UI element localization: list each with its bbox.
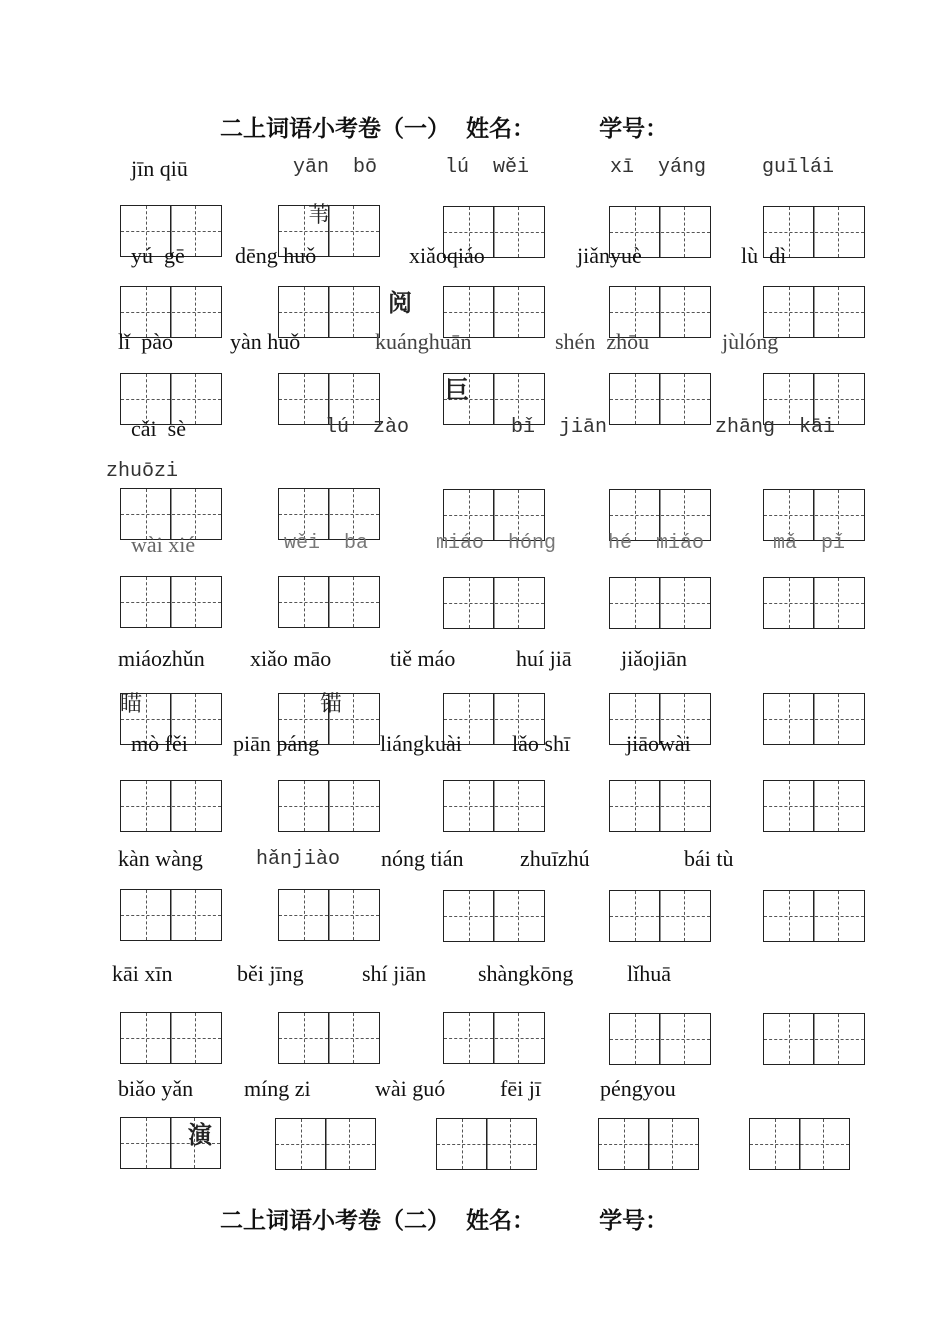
handwritten-char: 演 [188, 1121, 212, 1149]
pinyin-label: zhuōzi [106, 460, 179, 483]
handwritten-char: 苇 [308, 203, 331, 228]
pinyin-label: bái tù [684, 846, 734, 871]
pinyin-label: lǐ pào [118, 329, 173, 354]
page-title-2: 二上词语小考卷（二） 姓名： 学号： [220, 1208, 669, 1234]
pinyin-label: xiǎo māo [250, 646, 332, 671]
writing-box[interactable] [763, 577, 865, 629]
writing-box[interactable] [763, 1013, 865, 1065]
pinyin-label: jùlóng [722, 329, 779, 354]
pinyin-label: huí jiā [516, 646, 572, 671]
pinyin-label: yàn huǒ [230, 329, 301, 354]
handwritten-char: 瞄 [120, 692, 143, 717]
writing-box[interactable] [609, 373, 711, 425]
writing-box[interactable] [120, 576, 222, 628]
pinyin-label: mǎ pǐ [773, 532, 846, 555]
writing-box[interactable] [763, 780, 865, 832]
writing-box[interactable] [278, 780, 380, 832]
writing-box[interactable] [275, 1118, 376, 1170]
writing-box[interactable] [609, 1013, 711, 1065]
pinyin-label: kāi xīn [112, 961, 173, 986]
pinyin-label: zhāng kāi [715, 416, 836, 439]
pinyin-label: jiǎojiān [621, 646, 687, 671]
pinyin-label: dēng huǒ [235, 243, 317, 268]
writing-box[interactable] [443, 577, 545, 629]
pinyin-label: yān bō [293, 156, 378, 179]
pinyin-label: mò fěi [131, 731, 188, 756]
pinyin-label: wài xié [131, 532, 196, 557]
pinyin-label: wěi ba [284, 532, 369, 555]
writing-box[interactable] [443, 890, 545, 942]
pinyin-label: miáozhǔn [118, 646, 205, 671]
pinyin-label: tiě máo [390, 646, 456, 671]
pinyin-label: nóng tián [381, 846, 464, 871]
writing-box[interactable] [120, 889, 222, 941]
pinyin-label: xī yáng [610, 156, 707, 179]
writing-box[interactable] [278, 889, 380, 941]
pinyin-label: yú gē [131, 243, 185, 268]
writing-box[interactable] [120, 1012, 222, 1064]
pinyin-label: lù dì [741, 243, 787, 268]
writing-box[interactable] [609, 780, 711, 832]
pinyin-label: kàn wàng [118, 846, 203, 871]
pinyin-label: biǎo yǎn [118, 1076, 194, 1101]
writing-box[interactable] [763, 890, 865, 942]
writing-box[interactable] [598, 1118, 699, 1170]
handwritten-char: 锚 [320, 692, 343, 717]
writing-box[interactable] [443, 780, 545, 832]
pinyin-label: shén zhōu [555, 329, 650, 354]
pinyin-label: liángkuài [380, 731, 462, 756]
handwritten-char: 巨 [445, 376, 469, 404]
handwritten-char: 阅 [388, 289, 412, 317]
pinyin-label: lǎo shī [512, 731, 571, 756]
writing-box[interactable] [609, 890, 711, 942]
pinyin-label: xiǎoqiáo [409, 243, 485, 268]
writing-box[interactable] [278, 576, 380, 628]
pinyin-label: lú wěi [445, 156, 530, 179]
pinyin-label: fēi jī [500, 1076, 541, 1101]
pinyin-label: bǐ jiān [511, 416, 608, 439]
pinyin-label: lú zào [325, 416, 410, 439]
pinyin-label: hé miáo [608, 532, 705, 555]
writing-box[interactable] [278, 1012, 380, 1064]
pinyin-label: běi jīng [237, 961, 304, 986]
pinyin-label: jīn qiū [131, 156, 188, 181]
pinyin-label: lǐhuā [627, 961, 671, 986]
pinyin-label: miáo hóng [436, 532, 557, 555]
pinyin-label: shí jiān [362, 961, 427, 986]
pinyin-label: míng zi [244, 1076, 311, 1101]
pinyin-label: jiǎnyuè [577, 243, 642, 268]
page-title-1: 二上词语小考卷（一） 姓名： 学号： [220, 116, 669, 142]
pinyin-label: hǎnjiào [256, 848, 341, 871]
writing-box[interactable] [749, 1118, 850, 1170]
pinyin-label: jiāowài [626, 731, 691, 756]
writing-box[interactable] [609, 577, 711, 629]
pinyin-label: piān páng [233, 731, 320, 756]
pinyin-label: wài guó [375, 1076, 446, 1101]
writing-box[interactable] [443, 1012, 545, 1064]
pinyin-label: shàngkōng [478, 961, 574, 986]
writing-box[interactable] [763, 693, 865, 745]
pinyin-label: kuánghuān [375, 329, 472, 354]
pinyin-label: péngyou [600, 1076, 676, 1101]
pinyin-label: cǎi sè [131, 416, 186, 441]
writing-box[interactable] [120, 780, 222, 832]
writing-box[interactable] [436, 1118, 537, 1170]
pinyin-label: zhuīzhú [520, 846, 590, 871]
pinyin-label: guīlái [762, 156, 835, 179]
writing-box[interactable] [763, 286, 865, 338]
